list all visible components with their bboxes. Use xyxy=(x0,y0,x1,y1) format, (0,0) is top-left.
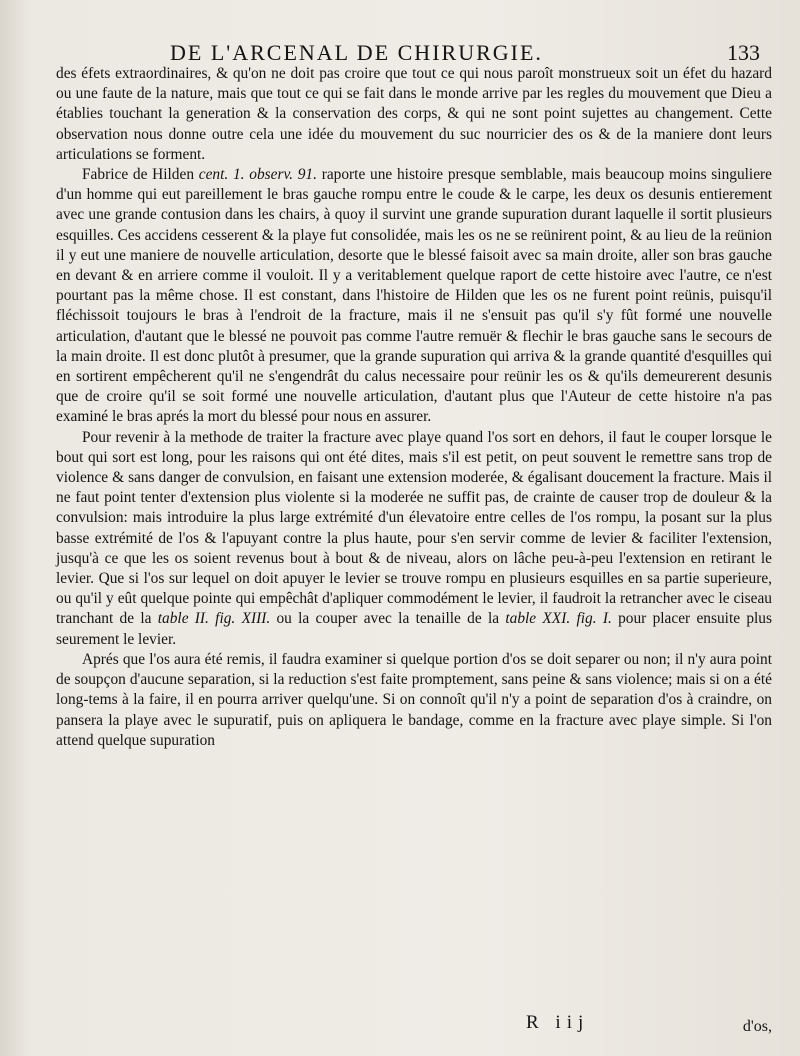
paragraph xyxy=(56,428,772,650)
paragraph xyxy=(56,64,772,165)
text-run: ou la couper avec la tenaille de la xyxy=(270,610,506,628)
text-run: des éfets extraordinaires, & qu'on ne doit pas croire que tout ce qui nous paroît monstrueux soit un éfet du hazard ou une faute de la nature, mais que tout ce qui se fait dans le monde arrive par les regles du mouvement que Dieu a établies touchant la generation & la conservation des corps, & qui ne sont point sujettes au changement. Cette observation nous donne outre cela une idée du mouvement du suc nourricier des os & de la maniere dont leurs articulations se forment. xyxy=(56,65,772,163)
page-number: 133 xyxy=(727,40,760,65)
page-footer xyxy=(56,1012,772,1036)
italic-reference: cent. 1. observ. 91. xyxy=(198,166,317,184)
catchword: d'os, xyxy=(742,1018,772,1035)
text-run: Aprés que l'os aura été remis, il faudra examiner si quelque portion d'os se doit separer ou non; il n'y aura point de soupçon d'aucune separation, si la reduction s'est faite promptement, sans peine & sans violence; mais si on a été long-tems à la faire, il en pourra arriver quelqu'une. Si on connoît qu'il n'y a point de separation d'os à craindre, on pansera la playe avec le supuratif, puis on apliquera le bandage, comme en la fracture avec playe simple. Si l'on attend quelque supuration xyxy=(56,650,772,749)
paragraph xyxy=(56,165,772,428)
paragraph xyxy=(56,650,772,751)
signature-mark: R iij xyxy=(526,1012,590,1033)
italic-reference: table XXI. fig. I. xyxy=(505,610,612,628)
text-run: Pour revenir à la methode de traiter la fracture avec playe quand l'os sort en dehors, il faut le couper lorsque le bout qui sort est long, pour les raisons qui ont été dites, mais s'il est petit, on peut souvent le remettre sans trop de violence & sans danger de convulsion, en faisant une extension moderée, & égalisant doucement la fracture. Mais il ne faut point tenter d'extension plus violente si la moderée ne suffit pas, de crainte de causer trop de douleur & la convulsion: mais introduire la plus large extrémité d'un élevatoire entre celles de l'os rompu, la posant sur la plus basse extrémité de l'os & l'apuyant contre la plus haute, pour s'en servir comme de levier & faciliter l'extension, jusqu'à ce que les os soient revenus bout à bout & de niveau, alors on lâche peu-à-peu l'extension en retirant le levier. Que si l'os sur lequel on doit apuyer le levier se trouve rompu en plusieurs esquilles en sa partie superieure, ou qu'il y eût quelque pointe qui empêchât d'apliquer commodément le levier, il faudroit la retrancher avec le ciseau tranchant de la xyxy=(56,428,772,628)
text-run: pour placer ensuite plus seurement le levier. xyxy=(56,610,772,648)
body-text xyxy=(56,64,772,751)
running-title: DE L'ARCENAL DE CHIRURGIE. xyxy=(170,40,543,65)
italic-reference: table II. fig. XIII. xyxy=(157,610,271,628)
text-run: raporte une histoire presque semblable, mais beaucoup moins singuliere d'un homme qui eut pareillement le bras gauche rompu entre le coude & le carpe, les deux os desunis entierement avec une grande contusion dans les chairs, à quoy il survint une grande supuration durant laquelle il sortit plusieurs esquilles. Ces accidens cesserent & la playe fut consolidée, mais les os ne se reünirent point, & au lieu de la reünion il y eut une maniere de nouvelle articulation, desorte que le blessé faisoit avec sa main droite, aller son bras gauche en devant & en arriere comme il vouloit. Il y a veritablement quelque raport de cette histoire avec l'autre, ce n'est pourtant pas la même chose. Il est constant, dans l'histoire de Hilden que les os ne furent point reünis, puisqu'il fléchissoit toujours le bras à l'endroit de la fracture, mais il ne s'ensuit pas qu'il s'y fût formé une nouvelle articulation, d'autant que le blessé ne pouvoit pas comme l'autre remuër & flechir le bras gauche sans le secours de la main droite. Il est donc plutôt à presumer, que la grande supuration qui arriva & la grande quantité d'esquilles qui en sortirent empêcherent qu'il ne s'engendrât du calus necessaire pour reünir les os & qu'ils demeurerent desunis que de croire qu'il se soit formé une nouvelle articulation, d'autant plus que l'Auteur de cette histoire n'a pas examiné le bras aprés la mort du blessé pour nous en assurer. xyxy=(56,166,772,426)
text-run: Fabrice de Hilden xyxy=(82,166,199,184)
